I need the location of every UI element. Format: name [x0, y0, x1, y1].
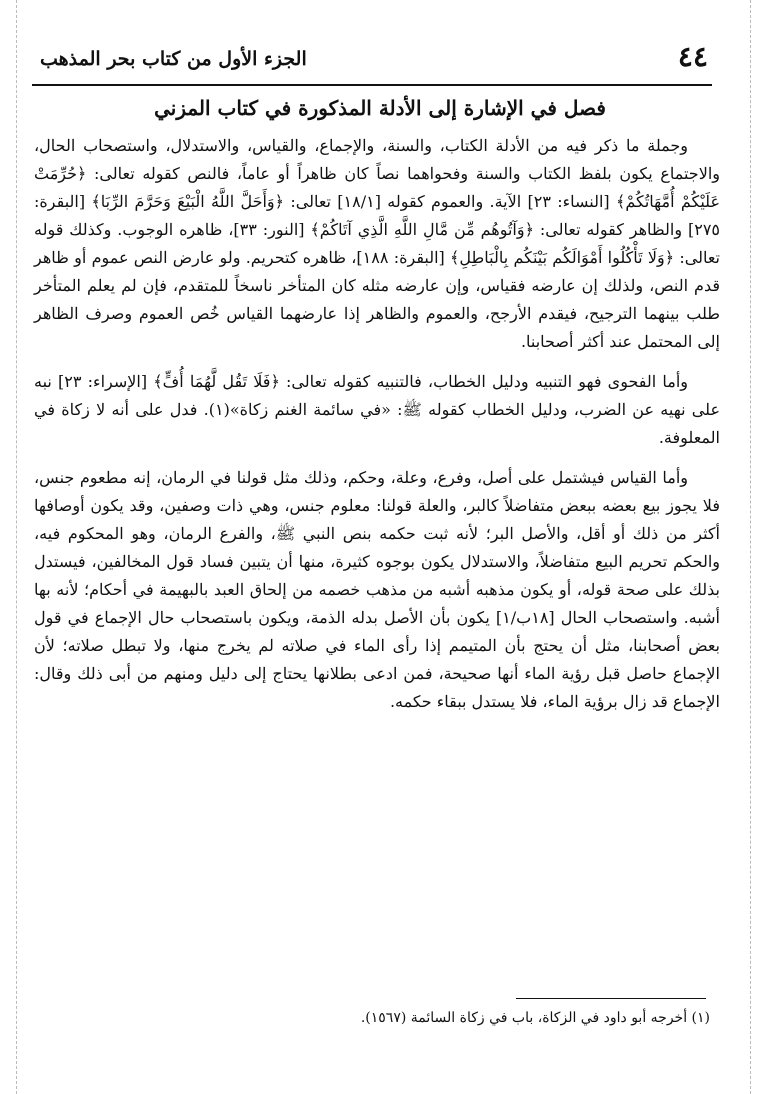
paragraph: وأما القياس فيشتمل على أصل، وفرع، وعلة، وحكم، وذلك مثل قولنا في الرمان، إنه مطعوم جنس، فلا يجوز بيع بعضه ببعض متفاضلاً كالبر، والعلة قولنا: معلوم جنس، وهي ذات وصفين، وقد يكون أوصافها أكثر من ذلك أو أقل، والأصل البر؛ لأنه ثبت حكمه بنص النبي ﷺ، والفرع الرمان، وهو المحكوم فيه، والحكم تحريم البيع متفاضلاً، والاستدلال يكون بوجوه كثيرة، منها أن يتبين فساد قول المخالفين، فيستدل بذلك على صحة قوله، أو يكون مذهبه أشبه من مذهب خصمه من إلحاق العبد بالبهيمة في أحكام؛ لأنه بها أشبه. واستصحاب الحال [١٨ب/١] يكون بأن الأصل بدله الذمة، ويكون باستصحاب حال الإجماع في قول بعض أصحابنا، مثل أن يحتج بأن المتيمم إذا رأى الماء في صلاته لم يخرج منها، ولا تبطل صلاته؛ لأن الإجماع حاصل قبل رؤية الماء أنها صحيحة، فمن ادعى بطلانها يحتاج إلى دليل ومنهم من أبى ذلك وقال: الإجماع قد زال برؤية الماء، فلا يستدل ببقاء حكمه.	[34, 468, 721, 711]
footnote-divider	[516, 998, 706, 999]
page-number: ٤٤	[677, 40, 708, 73]
header-divider	[32, 84, 712, 86]
footnote: (١) أخرجه أبو داود في الزكاة، باب في زكاة السائمة (١٥٦٧).	[360, 1010, 710, 1026]
running-title: الجزء الأول من كتاب بحر المذهب	[40, 48, 307, 70]
page-edge-left	[16, 0, 17, 1094]
paragraph: وأما الفحوى فهو التنبيه ودليل الخطاب، فالتنبيه كقوله تعالى: ﴿فَلَا تَقُل لَّهُمَا أُفٍّ﴾ [الإسراء: ٢٣] نبه على نهيه عن الضرب، ودليل الخطاب كقوله ﷺ: «في سائمة الغنم زكاة»(١). فدل على أنه لا زكاة في المعلوفة.	[34, 372, 720, 447]
body-text	[34, 132, 720, 728]
section-title: فصل في الإشارة إلى الأدلة المذكورة في كتاب المزني	[154, 96, 606, 120]
paragraph: وجملة ما ذكر فيه من الأدلة الكتاب، والسنة، والإجماع، والقياس، والاستدلال، واستصحاب الحال، والاجتماع يكون بلفظ الكتاب والسنة وفحواهما نصاً كان ظاهراً أو عاماً، فالنص كقوله تعالى: ﴿حُرِّمَتْ عَلَيْكُمْ أُمَّهَاتُكُمْ﴾ [النساء: ٢٣] الآية. والعموم كقوله [١٨/١] تعالى: ﴿وَأَحَلَّ اللَّهُ الْبَيْعَ وَحَرَّمَ الرِّبَا﴾ [البقرة: ٢٧٥] والظاهر كقوله تعالى: ﴿وَآتُوهُم مِّن مَّالِ اللَّهِ الَّذِي آتَاكُمْ﴾ [النور: ٣٣]، ظاهره الوجوب. وكذلك قوله تعالى: ﴿وَلَا تَأْكُلُوا أَمْوَالَكُم بَيْنَكُم بِالْبَاطِلِ﴾ [البقرة: ١٨٨]، ظاهره كتحريم. ولو عارض النص عموم أو ظاهر قدم النص، ولذلك إن عارضه فقياس، وإن عارضه مثله كان المتأخر ناسخاً للمتقدم، فإن لم يعلم المتأخر طلب بينهما الترجيح، فيقدم الأرجح، والعموم والظاهر إذا عارضهما القياس خُص العموم وصرف الظاهر إلى المحتمل عند أكثر أصحابنا.	[34, 136, 721, 351]
page-edge-right	[750, 0, 751, 1094]
